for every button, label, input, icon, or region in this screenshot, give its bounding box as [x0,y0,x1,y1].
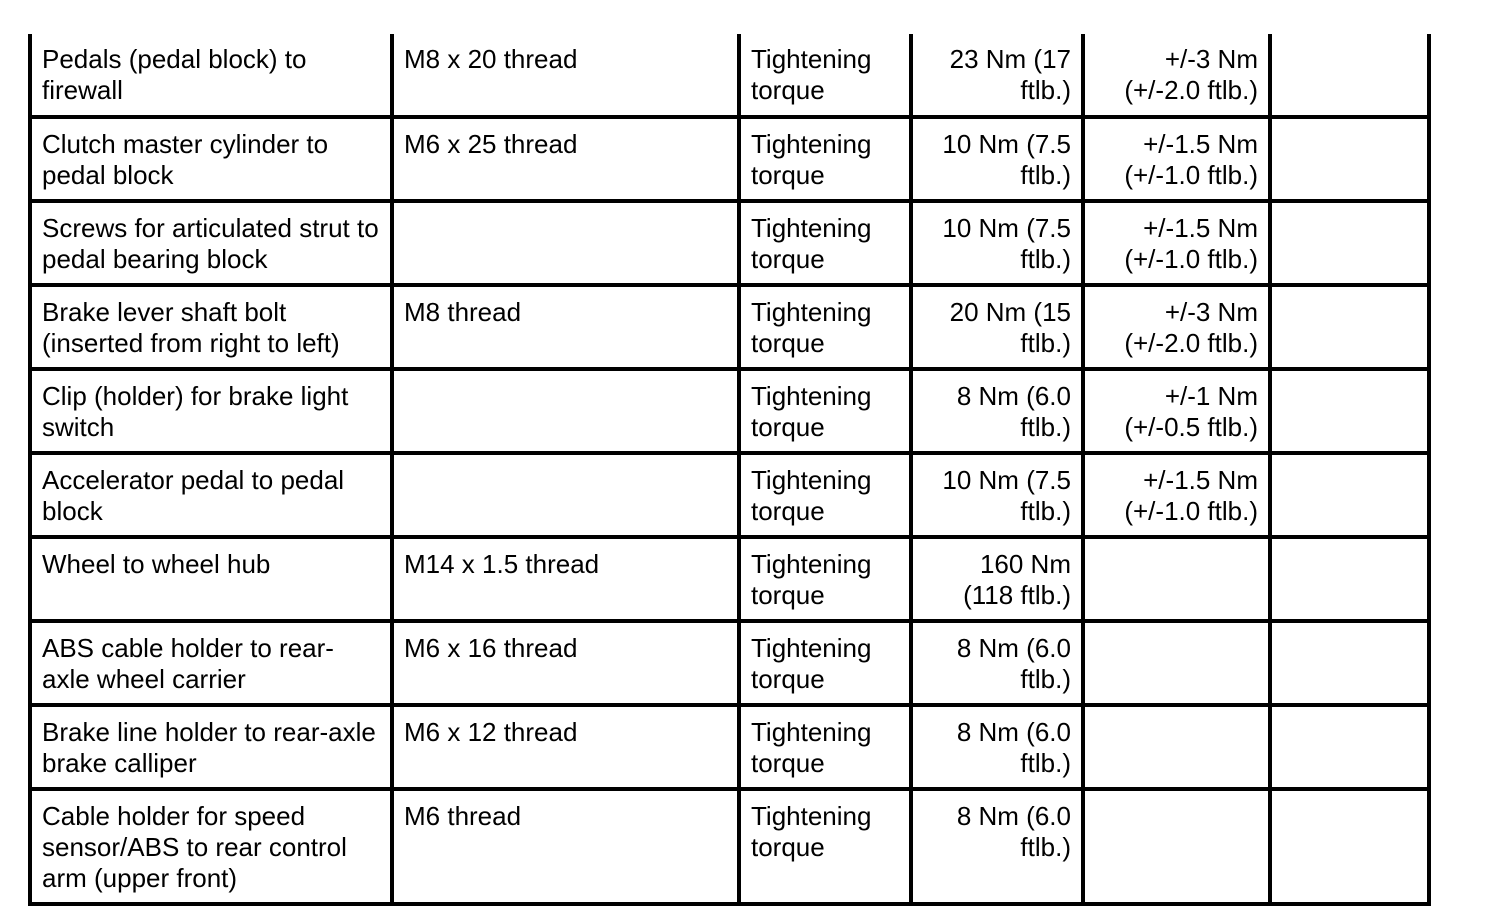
torque-spec-table [28,34,1431,906]
torque-spec-sheet [28,34,1427,906]
torque-value-cell: 23 Nm (17 ftlb.) [911,34,1083,117]
component-cell: Brake line holder to rear-axle brake calliper [30,705,392,789]
component-cell: ABS cable holder to rear-axle wheel carrier [30,621,392,705]
thread-cell: M6 x 25 thread [392,117,739,201]
torque-value-cell: 8 Nm (6.0 ftlb.) [911,369,1083,453]
spec-type-cell: Tightening torque [739,705,911,789]
table-row [30,789,1429,904]
tolerance-cell: +/-1.5 Nm (+/-1.0 ftlb.) [1083,117,1270,201]
component-cell: Screws for articulated strut to pedal bearing block [30,201,392,285]
tolerance-cell [1083,705,1270,789]
thread-cell: M8 thread [392,285,739,369]
spec-type-cell: Tightening torque [739,117,911,201]
note-cell [1270,369,1429,453]
tolerance-cell: +/-3 Nm (+/-2.0 ftlb.) [1083,285,1270,369]
spec-type-cell: Tightening torque [739,369,911,453]
tolerance-cell [1083,621,1270,705]
note-cell [1270,117,1429,201]
spec-type-cell: Tightening torque [739,453,911,537]
spec-type-cell: Tightening torque [739,789,911,904]
tolerance-cell: +/-1 Nm (+/-0.5 ftlb.) [1083,369,1270,453]
note-cell [1270,285,1429,369]
table-row [30,34,1429,117]
tolerance-cell: +/-1.5 Nm (+/-1.0 ftlb.) [1083,201,1270,285]
thread-cell: M6 x 16 thread [392,621,739,705]
torque-value-cell: 10 Nm (7.5 ftlb.) [911,117,1083,201]
component-cell: Pedals (pedal block) to firewall [30,34,392,117]
component-cell: Cable holder for speed sensor/ABS to rear control arm (upper front) [30,789,392,904]
table-row [30,285,1429,369]
note-cell [1270,789,1429,904]
note-cell [1270,705,1429,789]
table-row [30,201,1429,285]
torque-value-cell: 8 Nm (6.0 ftlb.) [911,621,1083,705]
table-row [30,453,1429,537]
thread-cell: M14 x 1.5 thread [392,537,739,621]
component-cell: Brake lever shaft bolt (inserted from right to left) [30,285,392,369]
spec-type-cell: Tightening torque [739,201,911,285]
thread-cell: M6 x 12 thread [392,705,739,789]
table-row [30,369,1429,453]
spec-type-cell: Tightening torque [739,34,911,117]
table-row [30,621,1429,705]
torque-value-cell: 160 Nm (118 ftlb.) [911,537,1083,621]
component-cell: Clip (holder) for brake light switch [30,369,392,453]
tolerance-cell [1083,537,1270,621]
table-row [30,117,1429,201]
note-cell [1270,34,1429,117]
torque-value-cell: 10 Nm (7.5 ftlb.) [911,201,1083,285]
torque-value-cell: 20 Nm (15 ftlb.) [911,285,1083,369]
torque-value-cell: 8 Nm (6.0 ftlb.) [911,789,1083,904]
spec-type-cell: Tightening torque [739,285,911,369]
tolerance-cell: +/-3 Nm (+/-2.0 ftlb.) [1083,34,1270,117]
thread-cell: M8 x 20 thread [392,34,739,117]
note-cell [1270,453,1429,537]
note-cell [1270,201,1429,285]
spec-type-cell: Tightening torque [739,621,911,705]
thread-cell [392,453,739,537]
note-cell [1270,537,1429,621]
component-cell: Accelerator pedal to pedal block [30,453,392,537]
table-row [30,537,1429,621]
tolerance-cell: +/-1.5 Nm (+/-1.0 ftlb.) [1083,453,1270,537]
torque-value-cell: 8 Nm (6.0 ftlb.) [911,705,1083,789]
thread-cell: M6 thread [392,789,739,904]
table-row [30,705,1429,789]
component-cell: Wheel to wheel hub [30,537,392,621]
component-cell: Clutch master cylinder to pedal block [30,117,392,201]
torque-value-cell: 10 Nm (7.5 ftlb.) [911,453,1083,537]
note-cell [1270,621,1429,705]
thread-cell [392,369,739,453]
thread-cell [392,201,739,285]
tolerance-cell [1083,789,1270,904]
spec-type-cell: Tightening torque [739,537,911,621]
